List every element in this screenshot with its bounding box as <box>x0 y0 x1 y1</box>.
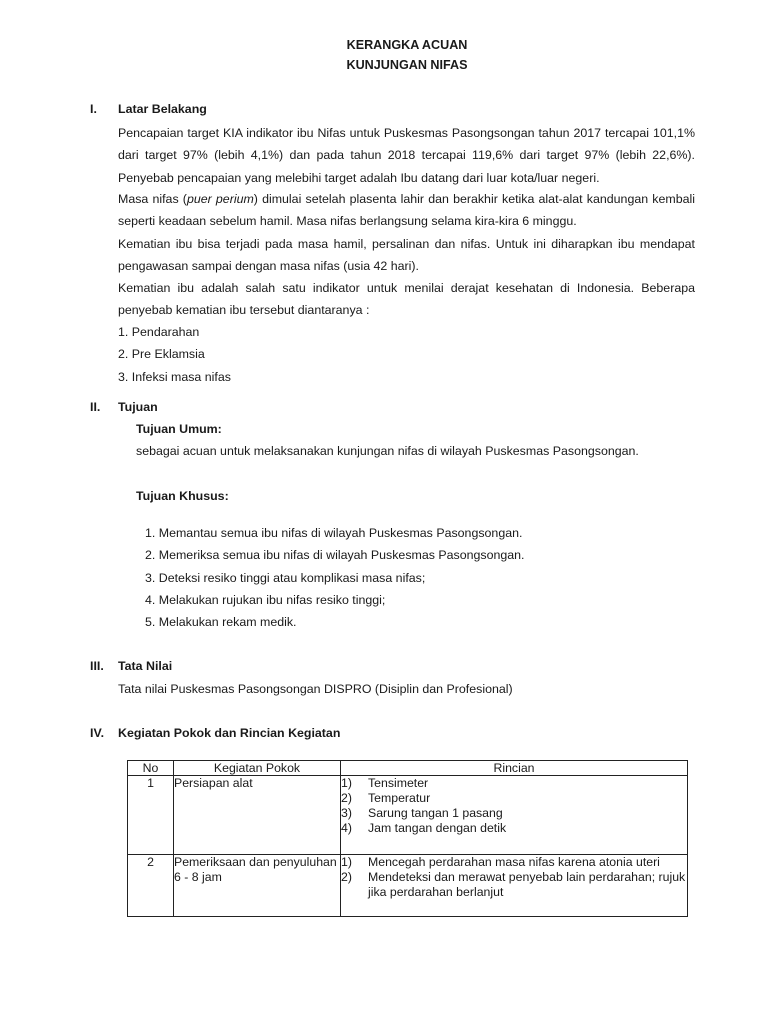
section2-number: II. <box>90 400 101 414</box>
section1-number: I. <box>90 102 97 116</box>
tujuan-khusus-item: 4. Melakukan rujukan ibu nifas resiko tinggi; <box>145 593 386 607</box>
tujuan-khusus-item: 3. Deteksi resiko tinggi atau komplikasi masa nifas; <box>145 571 426 585</box>
rincian-item: 2) Temperatur <box>341 791 431 805</box>
table-row <box>128 855 688 917</box>
section3-heading: Tata Nilai <box>118 659 173 673</box>
para2-italic-term: puer perium <box>186 192 254 206</box>
row-rincian <box>341 855 688 917</box>
rincian-item: 2) Mendeteksi dan merawat penyebab lain perdarahan; rujuk jika perdarahan berlanjut <box>341 870 686 899</box>
section1-paragraph-2 <box>118 188 695 233</box>
section2-heading: Tujuan <box>118 400 158 414</box>
section4-heading: Kegiatan Pokok dan Rincian Kegiatan <box>118 726 341 740</box>
section1-paragraph-1: Pencapaian target KIA indikator ibu Nifas untuk Puskesmas Pasongsongan tahun 2017 tercapai 101,1% dari target 97% (lebih 4,1%) dan pada tahun 2018 tercapai 119,6% dari target 97% (lebih 22,6%). Penyebab pencapaian yang melebihi target adalah Ibu datang dari luar kota/luar negeri. <box>118 126 695 185</box>
header-kegiatan-pokok: Kegiatan Pokok <box>174 761 341 776</box>
section1-paragraph-4: Kematian ibu adalah salah satu indikator untuk menilai derajat kesehatan di Indonesia. Beberapa penyebab kematian ibu tersebut diantaranya : <box>118 281 695 318</box>
kegiatan-table <box>127 760 688 917</box>
row-kegiatan-pokok: Pemeriksaan dan penyuluhan 6 - 8 jam <box>174 855 341 917</box>
row-number: 2 <box>128 855 174 917</box>
tujuan-khusus-item: 1. Memantau semua ibu nifas di wilayah Puskesmas Pasongsongan. <box>145 526 523 540</box>
section3-number: III. <box>90 659 104 673</box>
row-number: 1 <box>128 776 174 855</box>
row-kegiatan-pokok: Persiapan alat <box>174 776 341 855</box>
tujuan-umum-label: Tujuan Umum: <box>136 422 222 436</box>
doc-title-line1: KERANGKA ACUAN <box>346 38 468 52</box>
header-no: No <box>128 761 174 776</box>
tujuan-umum-text: sebagai acuan untuk melaksanakan kunjungan nifas di wilayah Puskesmas Pasongsongan. <box>136 444 639 458</box>
para2-after: ) dimulai setelah plasenta lahir dan berakhir ketika alat-alat kandungan kembali seperti keadaan sebelum hamil. Masa nifas berlangsung selama kira-kira 6 minggu. <box>118 192 695 229</box>
section4-number: IV. <box>90 726 105 740</box>
section1-paragraph-3: Kematian ibu bisa terjadi pada masa hamil, persalinan dan nifas. Untuk ini diharapkan ibu mendapat pengawasan sampai dengan masa nifas (usia 42 hari). <box>118 237 695 274</box>
cause-item: 3. Infeksi masa nifas <box>118 370 231 384</box>
tujuan-khusus-item: 5. Melakukan rekam medik. <box>145 615 297 629</box>
row-rincian <box>341 776 688 855</box>
rincian-item: 3) Sarung tangan 1 pasang <box>341 806 503 820</box>
tujuan-khusus-label: Tujuan Khusus: <box>136 489 229 503</box>
section1-heading: Latar Belakang <box>118 102 207 116</box>
para2-before: Masa nifas ( <box>118 192 187 206</box>
rincian-item: 1) Tensimeter <box>341 776 429 790</box>
tujuan-khusus-item: 2. Memeriksa semua ibu nifas di wilayah Puskesmas Pasongsongan. <box>145 548 525 562</box>
doc-title-line2: KUNJUNGAN NIFAS <box>346 58 468 72</box>
header-rincian: Rincian <box>341 761 688 776</box>
cause-item: 1. Pendarahan <box>118 325 200 339</box>
tata-nilai-text: Tata nilai Puskesmas Pasongsongan DISPRO (Disiplin dan Profesional) <box>118 682 513 696</box>
rincian-item: 4) Jam tangan dengan detik <box>341 821 507 835</box>
rincian-item: 1) Mencegah perdarahan masa nifas karena atonia uteri <box>341 855 660 869</box>
table-row <box>128 776 688 855</box>
table-header-row <box>128 761 688 776</box>
cause-item: 2. Pre Eklamsia <box>118 347 205 361</box>
